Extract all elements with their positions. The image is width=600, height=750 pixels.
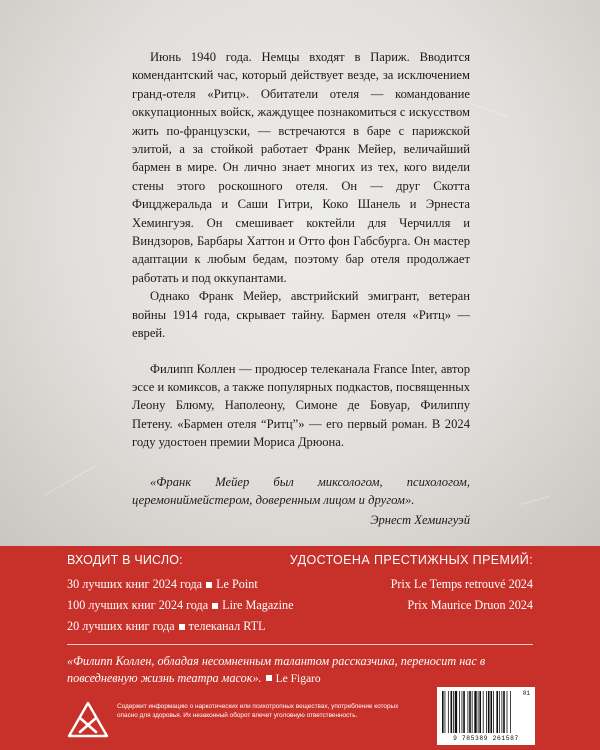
barcode-bar	[474, 691, 476, 733]
scratch-mark	[44, 465, 96, 496]
barcode-addon: 01	[522, 690, 530, 697]
barcode-bar	[496, 691, 498, 733]
ranking-text: 20 лучших книг года	[67, 619, 175, 633]
ranking-item	[67, 618, 287, 634]
square-bullet-icon	[179, 624, 185, 630]
barcode-bar	[503, 691, 505, 733]
barcode-bar	[459, 691, 460, 733]
barcode-bar	[486, 691, 487, 733]
ranking-item	[67, 576, 287, 592]
isbn-barcode	[437, 687, 535, 745]
annotation-paragraph: Июнь 1940 года. Немцы входят в Париж. Вводится комендантский час, который действует везде, за исключением гранд-отеля «Ритц». Обитатели отеля — командование оккупационных войск, жаждущее познакомиться с искусством жить по-французски, — встречаются в баре с парижской элитой, а за стойкой работает Франк Мейер, величайший бармен в мире. Он лично знает многих из тех, кого видели стены этого роскошного отеля. Он — друг Скотта Фицджеральда и Саши Гитри, Коко Шанель и Эрнеста Хемингуэя. Он смешивает коктейли для Черчилля и Виндзоров, Барбары Хаттон и Отто фон Габсбурга. Он мастер адаптации к любым бедам, поэтому бар отеля продолжает работать и под оккупантами.	[132, 50, 470, 285]
rankings-column	[67, 552, 294, 639]
barcode-bars-icon	[441, 691, 531, 733]
awards-heading: УДОСТОЕНА ПРЕСТИЖНЫХ ПРЕМИЙ:	[289, 553, 533, 567]
warning-triangle-icon	[67, 701, 109, 738]
review-source: Le Figaro	[275, 672, 321, 685]
barcode-bar	[507, 691, 508, 733]
scratch-mark	[520, 496, 549, 505]
ranking-item	[67, 597, 294, 613]
ranking-source: Le Point	[216, 577, 258, 591]
square-bullet-icon	[266, 675, 272, 681]
red-info-panel	[0, 546, 600, 750]
square-bullet-icon	[212, 603, 218, 609]
ranking-text: 100 лучших книг 2024 года	[67, 598, 209, 612]
barcode-bar	[488, 691, 490, 733]
review-text: «Филипп Коллен, обладая несомненным талантом рассказчика, переносит нас в повседневную жизнь театра масок».	[67, 654, 486, 685]
drug-warning	[67, 701, 397, 741]
barcode-bar	[455, 691, 457, 733]
barcode-bar	[510, 691, 511, 733]
annotation-block	[132, 48, 470, 530]
barcode-bar	[448, 691, 449, 733]
ranking-source: Lire Magazine	[222, 598, 294, 612]
barcode-bar	[499, 691, 500, 733]
award-item: Prix Le Temps retrouvé 2024	[390, 577, 533, 591]
barcode-bar	[462, 691, 463, 733]
barcode-bar	[453, 691, 454, 733]
barcode-number: 9 785389 261587	[453, 735, 519, 742]
ranking-source: телеканал RTL	[188, 619, 266, 633]
barcode-bar	[468, 691, 469, 733]
quote-author: Эрнест Хемингуэй	[370, 513, 470, 528]
barcode-bar	[493, 691, 494, 733]
ranking-text: 30 лучших книг 2024 года	[67, 577, 203, 591]
barcode-bar	[479, 691, 481, 733]
barcode-bar	[490, 691, 492, 733]
scratch-mark	[471, 103, 509, 118]
divider-line	[67, 644, 533, 645]
barcode-bar	[469, 691, 471, 733]
press-review	[67, 653, 537, 687]
barcode-bar	[445, 691, 446, 733]
hemingway-quote: «Франк Мейер был миксологом, психологом, церемониймейстером, доверенным лицом и другом».	[132, 474, 470, 507]
barcode-bar	[483, 691, 484, 733]
square-bullet-icon	[206, 582, 212, 588]
barcode-bar	[472, 691, 473, 733]
author-bio: Филипп Коллен — продюсер телеканала France Inter, автор эссе и комиксов, а также популярных подкастов, посвященных Леону Блюму, Наполеону, Симоне де Бовуар, Филиппу Петену. «Бармен отеля “Ритц”» — его первый роман. В 2024 году удостоен премии Мориса Дрюона.	[132, 361, 470, 450]
warning-text: Содержит информацию о наркотических или психотропных веществах, употребление которых опасно для здоровья. Их незаконный оборот влечет уголовную ответственность.	[117, 703, 399, 719]
barcode-bar	[502, 691, 503, 733]
rankings-heading: ВХОДИТ В ЧИСЛО:	[67, 553, 183, 567]
barcode-bar	[442, 691, 444, 733]
barcode-bar	[463, 691, 465, 733]
barcode-bar	[478, 691, 479, 733]
award-item: Prix Maurice Druon 2024	[407, 598, 533, 612]
annotation-paragraph: Однако Франк Мейер, австрийский эмигрант, ветеран войны 1914 года, скрывает тайну. Бармен отеля «Ритц» — еврей.	[132, 289, 470, 341]
awards-column	[273, 552, 533, 618]
barcode-bar	[451, 691, 453, 733]
